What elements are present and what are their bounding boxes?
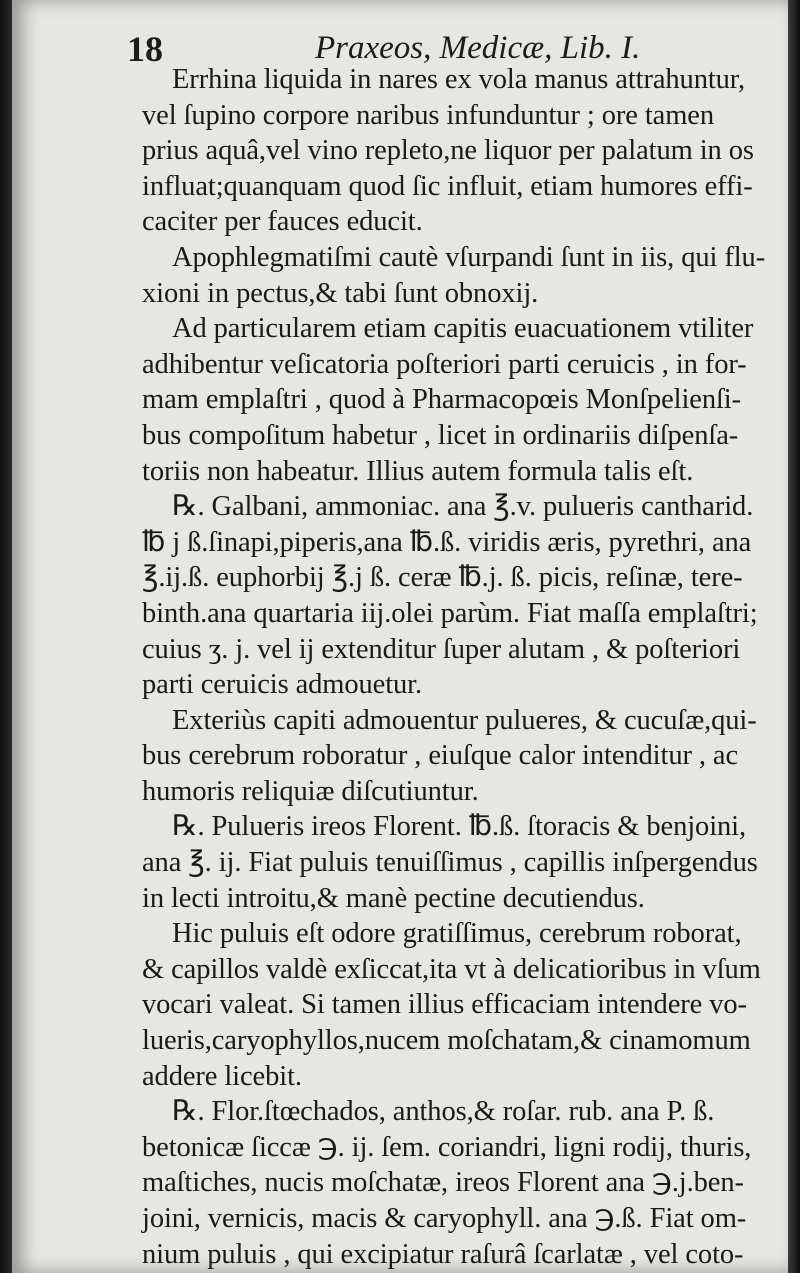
running-title: Praxeos, Medicæ, Lib. I. (315, 30, 641, 66)
text-line: bus cerebrum roboratur , eiuſque calor intenditur , ac (142, 740, 739, 772)
text-line: Apophlegmatiſmi cautè vſurpandi ſunt in iis, qui flu- (172, 241, 766, 273)
text-line: ℔ j ß.ſinapi,piperis,ana ℔.ß. viridis æris, pyrethri, ana (142, 526, 752, 558)
text-line: mam emplaſtri , quod à Pharmacopœis Monſpelienſi- (142, 384, 742, 416)
text-line: addere licebit. (142, 1060, 302, 1092)
text-line: bus compoſitum habetur , licet in ordinariis diſpenſa- (142, 419, 739, 451)
body-text (142, 62, 784, 1272)
text-line: adhibentur veſicatoria poſteriori parti ceruicis , in for- (142, 348, 747, 380)
text-line: binth.ana quartaria iij.olei parùm. Fiat maſſa emplaſtri; (142, 597, 758, 629)
page-right-edge (788, 0, 800, 1273)
text-line: Errhina liquida in nares ex vola manus attrahuntur, (172, 64, 746, 95)
text-line: maſtiches, nucis moſchatæ, ireos Florent ana ℈.j.ben- (142, 1167, 744, 1199)
text-line: ℞. Pulueris ireos Florent. ℔.ß. ſtoracis & benjoini, (172, 811, 747, 843)
text-line: joini, vernicis, macis & caryophyll. ana ℈.ß. Fiat om- (142, 1203, 747, 1234)
page-number: 18 (127, 29, 163, 69)
text-line: Exteriùs capiti admouentur pulueres, & cucuſæ,qui- (172, 704, 757, 736)
text-line: Hic puluis eſt odore gratiſſimus, cerebrum roborat, (172, 918, 742, 950)
text-line: influat;quanquam quod ſic influit, etiam humores effi- (142, 170, 753, 202)
text-line: lueris,caryophyllos,nucem moſchatam,& cinamomum (142, 1025, 751, 1057)
text-line: caciter per fauces educit. (142, 206, 423, 238)
text-line: humoris reliquiæ diſcutiuntur. (142, 775, 479, 807)
text-line: prius aquâ,vel vino repleto,ne liquor per palatum in os (142, 135, 754, 167)
text-line: Ad particularem etiam capitis euacuationem vtiliter (172, 313, 754, 345)
text-line: toriis non habeatur. Illius autem formula talis eſt. (142, 455, 694, 487)
text-line: parti ceruicis admouetur. (142, 669, 423, 701)
text-line: ℥.ij.ß. euphorbij ℥.j ß. ceræ ℔.j. ß. picis, reſinæ, tere- (142, 562, 743, 594)
text-line: vocari valeat. Si tamen illius efficaciam intendere vo- (142, 989, 747, 1021)
text-line: ℞. Galbani, ammoniac. ana ℥.v. pulueris cantharid. (172, 491, 754, 523)
text-line: in lecti introitu,& manè pectine decutiendus. (142, 882, 645, 914)
page-left-edge (0, 0, 12, 1273)
text-line: ana ℥. ij. Fiat puluis tenuiſſimus , capillis inſpergendus (142, 847, 758, 879)
text-line: ℞. Flor.ſtœchados, anthos,& roſar. rub. ana P. ß. (172, 1096, 715, 1128)
text-line: vel ſupino corpore naribus infunduntur ; ore tamen (142, 99, 714, 131)
text-line: xioni in pectus,& tabi ſunt obnoxij. (142, 277, 539, 309)
text-line: betonicæ ſiccæ ℈. ij. ſem. coriandri, ligni rodij, thuris, (142, 1131, 752, 1163)
text-line: & capillos valdè exſiccat,ita vt à delicatioribus in vſum (142, 953, 761, 985)
text-line: cuius ʒ. j. vel ij extenditur ſuper alutam , & poſteriori (142, 633, 741, 665)
book-page (12, 0, 788, 1273)
text-line: nium puluis , qui excipiatur raſurâ ſcarlatæ , vel coto- (142, 1238, 744, 1270)
